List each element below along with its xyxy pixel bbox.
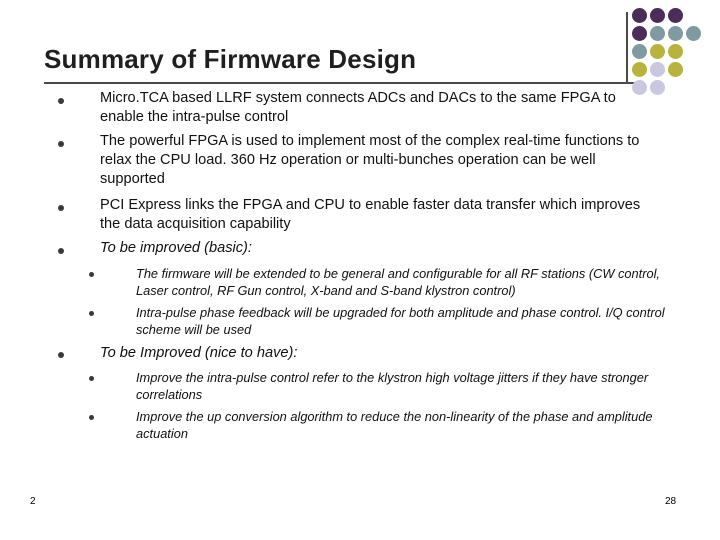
decorative-dot (632, 62, 647, 77)
bullet-icon (58, 141, 64, 147)
basic-improvements-heading: To be improved (basic): (100, 240, 252, 256)
decorative-dot (632, 8, 647, 23)
nice-item-2: Improve the up conversion algorithm to reduce the non-linearity of the phase and amplitude actuation (136, 409, 653, 441)
footer-number-left: 2 (30, 496, 36, 507)
nice-improvements-heading: To be Improved (nice to have): (100, 345, 298, 361)
sub-bullet-icon (89, 376, 94, 381)
bullet-icon (58, 98, 64, 104)
decorative-dot (668, 62, 683, 77)
decorative-dot (632, 26, 647, 41)
sub-bullet-icon (89, 272, 94, 277)
bullet-text-1: Micro.TCA based LLRF system connects ADCs and DACs to the same FPGA to enable the intra-pulse control (100, 90, 616, 125)
title-underline (44, 82, 637, 84)
decorative-dot (650, 8, 665, 23)
decorative-dot (650, 26, 665, 41)
bullet-icon (58, 248, 64, 254)
bullet-icon (58, 205, 64, 211)
bullet-text-2: The powerful FPGA is used to implement most of the complex real-time functions to relax the CPU load. 360 Hz operation or multi-bunches operation can be well supported (100, 133, 640, 187)
basic-item-1: The firmware will be extended to be general and configurable for all RF stations (CW control, Laser control, RF Gun control, X-band and S-band klystron control) (136, 266, 660, 298)
sub-bullet-icon (89, 311, 94, 316)
slide-number: 28 (665, 496, 677, 507)
sub-bullet-icon (89, 415, 94, 420)
decorative-dot (686, 26, 701, 41)
decorative-dot (668, 44, 683, 59)
slide-title: Summary of Firmware Design (44, 44, 417, 74)
basic-item-2: Intra-pulse phase feedback will be upgraded for both amplitude and phase control. I/Q control scheme will be used (136, 305, 665, 337)
nice-item-1: Improve the intra-pulse control refer to the klystron high voltage jitters if they have stronger correlations (136, 370, 649, 402)
header-vertical-rule (626, 12, 628, 84)
decorative-dot (650, 44, 665, 59)
bullet-icon (58, 352, 64, 358)
decorative-dot (650, 62, 665, 77)
decorative-dot (668, 26, 683, 41)
decorative-dot (632, 44, 647, 59)
bullet-text-3: PCI Express links the FPGA and CPU to enable faster data transfer which improves the data acquisition capability (100, 197, 641, 232)
decorative-dot (668, 8, 683, 23)
